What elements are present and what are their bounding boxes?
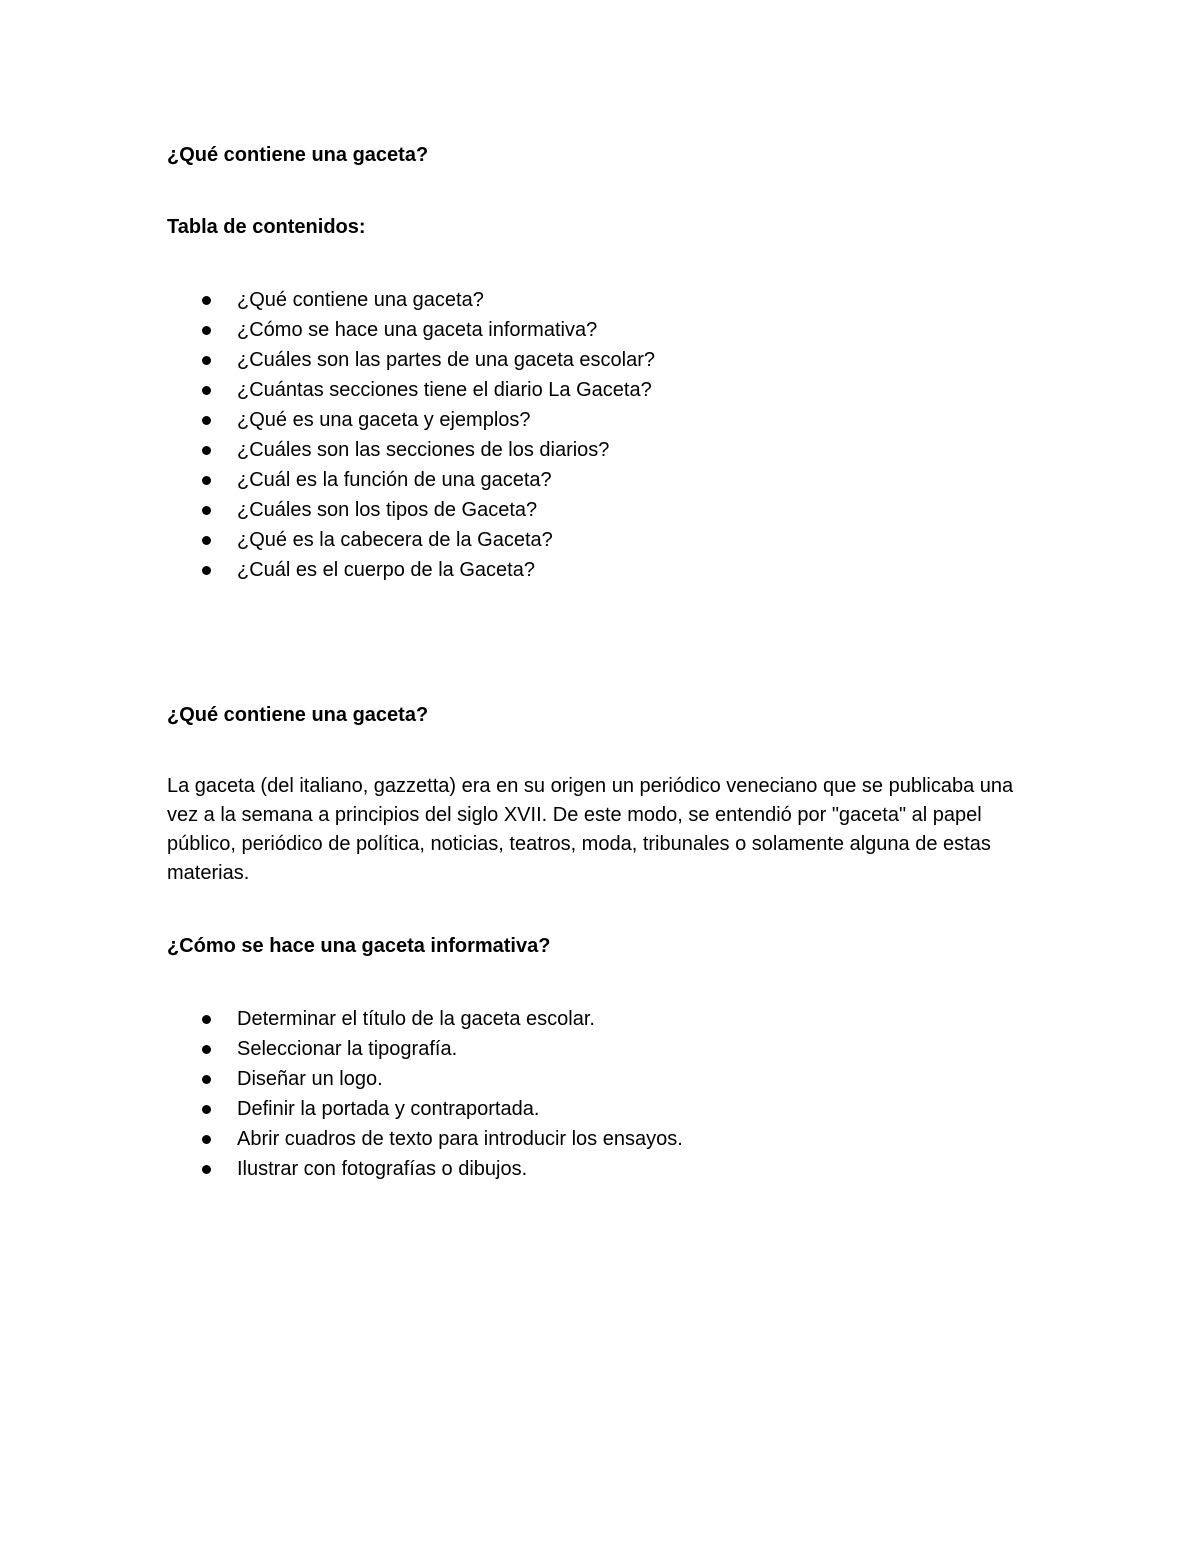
step-text: Diseñar un logo.: [237, 1068, 383, 1090]
toc-item-text: ¿Cómo se hace una gaceta informativa?: [237, 319, 598, 341]
bullet-icon: [202, 566, 211, 575]
toc-item-text: ¿Cuáles son las secciones de los diarios?: [237, 439, 610, 461]
toc-item-text: ¿Cuáles son los tipos de Gaceta?: [237, 499, 538, 521]
toc-item-text: ¿Qué contiene una gaceta?: [237, 289, 484, 311]
title-heading: ¿Qué contiene una gaceta?: [167, 144, 429, 166]
toc-item-text: ¿Cuáles son las partes de una gaceta escolar?: [237, 349, 656, 371]
toc-item: [167, 315, 1047, 345]
toc-item: [167, 345, 1047, 375]
toc-item: [167, 435, 1047, 465]
bullet-icon: [202, 386, 211, 395]
bullet-icon: [202, 326, 211, 335]
bullet-icon: [202, 1135, 211, 1144]
toc-item-text: ¿Cuántas secciones tiene el diario La Gaceta?: [237, 379, 652, 401]
bullet-icon: [202, 1015, 211, 1024]
list-item: [167, 1124, 1047, 1154]
step-text: Seleccionar la tipografía.: [237, 1038, 458, 1060]
toc-item-text: ¿Qué es una gaceta y ejemplos?: [237, 409, 531, 431]
toc-item-text: ¿Cuál es la función de una gaceta?: [237, 469, 552, 491]
toc-item: [167, 375, 1047, 405]
bullet-icon: [202, 506, 211, 515]
section-paragraph: La gaceta (del italiano, gazzetta) era en su origen un periódico veneciano que se publicaba una vez a la semana a principios del siglo XVII. De este modo, se entendió por "gaceta" al papel público, periódico de política, noticias, teatros, moda, tribunales o solamente alguna de estas materias.: [167, 775, 1014, 884]
step-text: Ilustrar con fotografías o dibujos.: [237, 1158, 528, 1180]
steps-list: [167, 1004, 1047, 1184]
toc-item: [167, 525, 1047, 555]
toc-item: [167, 285, 1047, 315]
list-item: [167, 1094, 1047, 1124]
bullet-icon: [202, 416, 211, 425]
toc-item: [167, 405, 1047, 435]
toc-item: [167, 465, 1047, 495]
document-content: [167, 140, 1047, 1184]
step-text: Definir la portada y contraportada.: [237, 1098, 540, 1120]
list-item: [167, 1154, 1047, 1184]
toc-item: [167, 555, 1047, 585]
toc-list: [167, 285, 1047, 585]
toc-item-text: ¿Qué es la cabecera de la Gaceta?: [237, 529, 553, 551]
bullet-icon: [202, 476, 211, 485]
bullet-icon: [202, 1045, 211, 1054]
bullet-icon: [202, 1075, 211, 1084]
toc-item: [167, 495, 1047, 525]
step-text: Abrir cuadros de texto para introducir los ensayos.: [237, 1128, 683, 1150]
section-heading: ¿Cómo se hace una gaceta informativa?: [167, 935, 551, 957]
section-heading: ¿Qué contiene una gaceta?: [167, 704, 429, 726]
bullet-icon: [202, 446, 211, 455]
toc-item-text: ¿Cuál es el cuerpo de la Gaceta?: [237, 559, 535, 581]
list-item: [167, 1064, 1047, 1094]
list-item: [167, 1034, 1047, 1064]
bullet-icon: [202, 1165, 211, 1174]
toc-heading: Tabla de contenidos:: [167, 216, 366, 238]
bullet-icon: [202, 356, 211, 365]
bullet-icon: [202, 1105, 211, 1114]
step-text: Determinar el título de la gaceta escolar.: [237, 1008, 595, 1030]
list-item: [167, 1004, 1047, 1034]
bullet-icon: [202, 296, 211, 305]
bullet-icon: [202, 536, 211, 545]
